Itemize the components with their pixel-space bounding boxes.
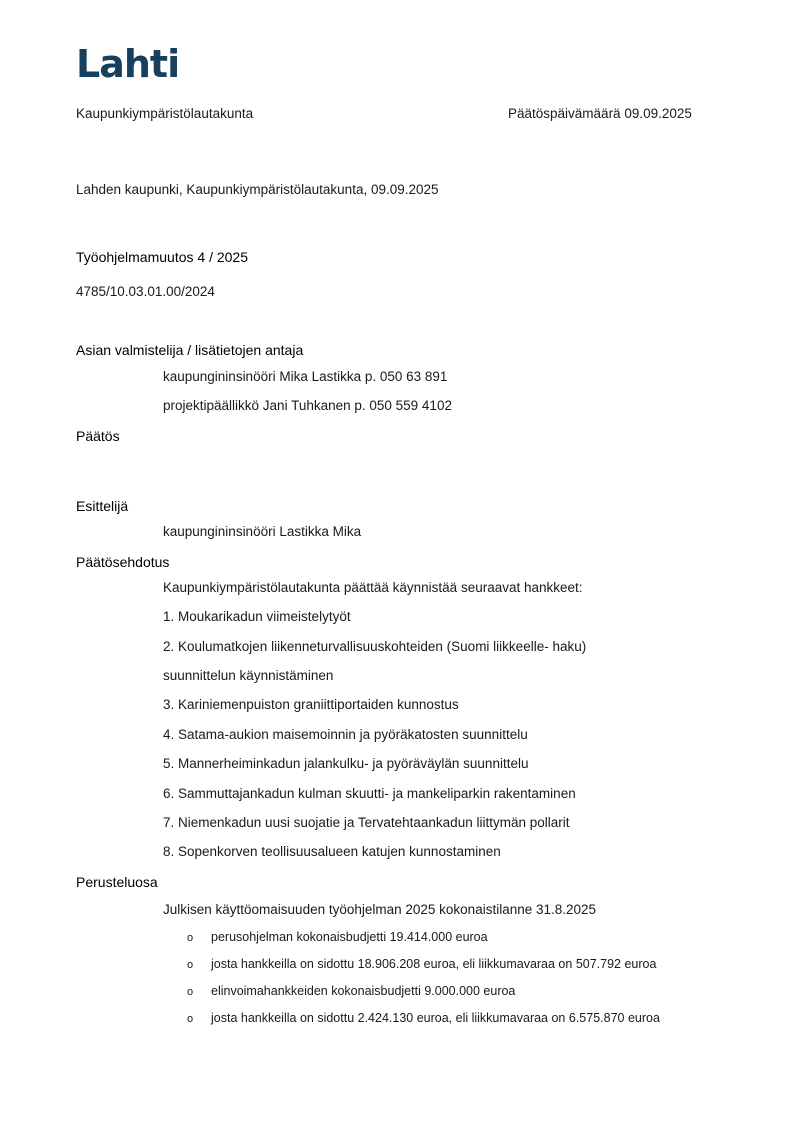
proposal-item: 4. Satama-aukion maisemoinnin ja pyöräkatosten suunnittelu xyxy=(163,727,528,742)
rationale-intro: Julkisen käyttöomaisuuden työohjelman 2025 kokonaistilanne 31.8.2025 xyxy=(163,902,597,917)
proposal-item: 5. Mannerheiminkadun jalankulku- ja pyöräväylän suunnittelu xyxy=(163,756,529,771)
rationale-bullet: elinvoimahankkeiden kokonaisbudjetti 9.000.000 euroa xyxy=(211,984,516,998)
proposal-heading: Päätösehdotus xyxy=(76,554,170,570)
rationale-bullet: perusohjelman kokonaisbudjetti 19.414.000 euroa xyxy=(211,930,488,944)
preparer-heading: Asian valmistelija / lisätietojen antaja xyxy=(76,342,304,358)
proposal-item: 2. Koulumatkojen liikenneturvallisuuskohteiden (Suomi liikkeelle- haku) xyxy=(163,639,587,654)
proposal-item: 7. Niemenkadun uusi suojatie ja Tervatehtaankadun liittymän pollarit xyxy=(163,815,570,830)
proposal-item: 6. Sammuttajankadun kulman skuutti- ja mankeliparkin rakentaminen xyxy=(163,786,576,801)
bullet-marker: o xyxy=(187,932,194,944)
lahti-logo: Lahti xyxy=(76,42,180,86)
proposal-item: 1. Moukarikadun viimeistelytyöt xyxy=(163,609,351,624)
presenter-heading: Esittelijä xyxy=(76,498,129,514)
meeting-line: Lahden kaupunki, Kaupunkiympäristölautakunta, 09.09.2025 xyxy=(76,182,439,197)
bullet-marker: o xyxy=(187,986,194,998)
proposal-item: 8. Sopenkorven teollisuusalueen katujen kunnostaminen xyxy=(163,844,501,859)
rationale-bullet: josta hankkeilla on sidottu 18.906.208 euroa, eli liikkumavaraa on 507.792 euroa xyxy=(211,957,657,971)
bullet-marker: o xyxy=(187,959,194,971)
decision-heading: Päätös xyxy=(76,428,120,444)
bullet-marker: o xyxy=(187,1013,194,1025)
proposal-item: 3. Kariniemenpuiston graniittiportaiden kunnostus xyxy=(163,697,459,712)
presenter-name: kaupungininsinööri Lastikka Mika xyxy=(163,524,362,539)
proposal-item: suunnittelun käynnistäminen xyxy=(163,668,334,683)
rationale-bullet: josta hankkeilla on sidottu 2.424.130 euroa, eli liikkumavaraa on 6.575.870 euroa xyxy=(211,1011,660,1025)
diary-number: 4785/10.03.01.00/2024 xyxy=(76,284,215,299)
preparer-line: kaupungininsinööri Mika Lastikka p. 050 63 891 xyxy=(163,369,448,384)
proposal-intro: Kaupunkiympäristölautakunta päättää käynnistää seuraavat hankkeet: xyxy=(163,580,583,595)
preparer-line: projektipäällikkö Jani Tuhkanen p. 050 559 4102 xyxy=(163,398,452,413)
header-decision-date: Päätöspäivämäärä 09.09.2025 xyxy=(508,106,692,121)
document-title: Työohjelmamuutos 4 / 2025 xyxy=(76,249,248,265)
rationale-heading: Perusteluosa xyxy=(76,874,158,890)
header-organ: Kaupunkiympäristölautakunta xyxy=(76,106,254,121)
